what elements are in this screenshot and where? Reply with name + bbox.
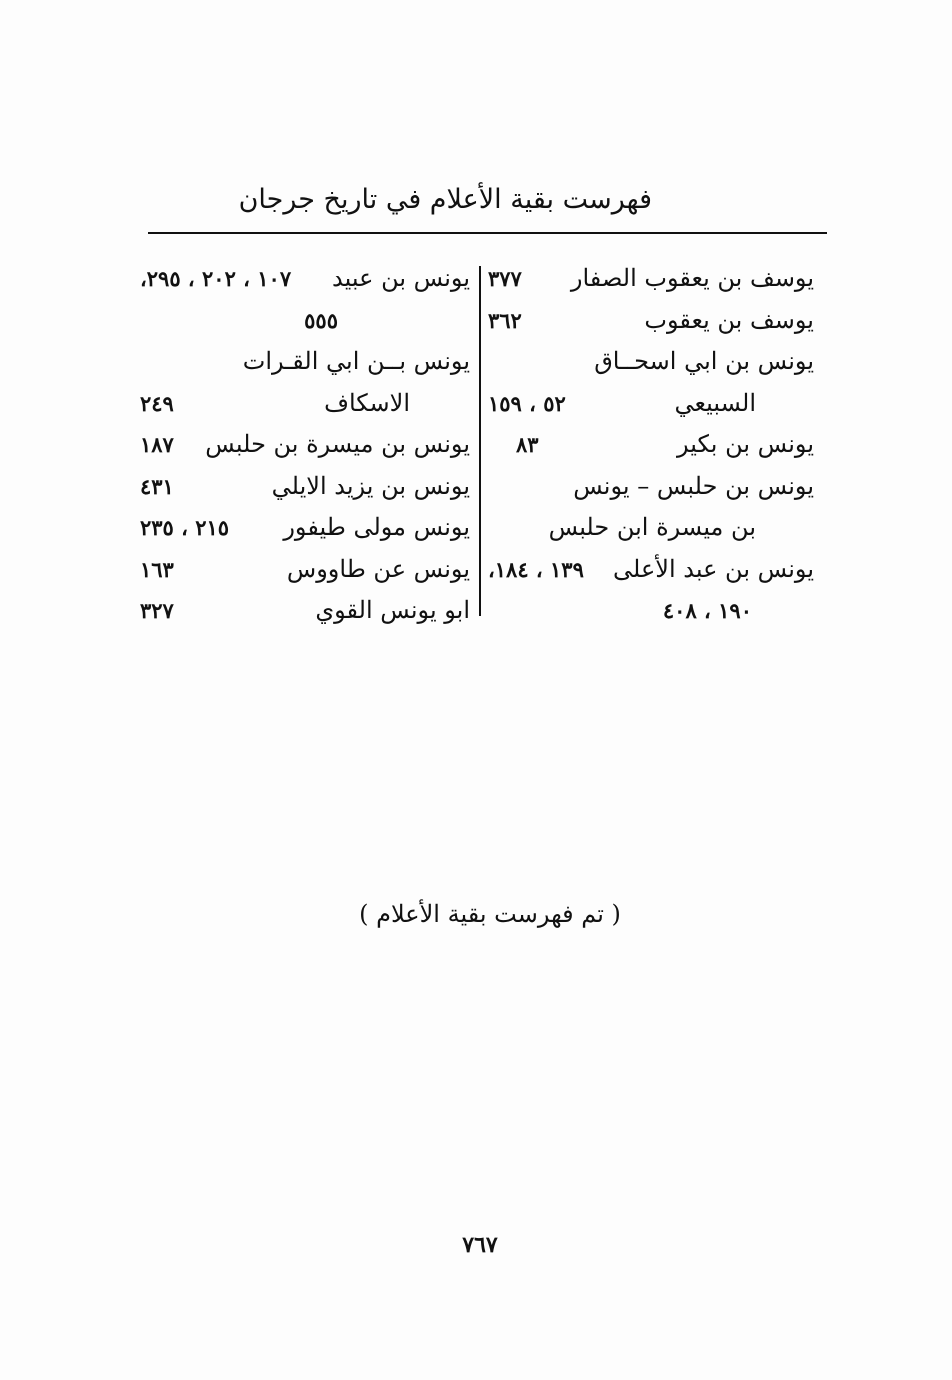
entry-name: يونس عن طاووس (286, 554, 470, 583)
entry-name: بن ميسرة ابن حلبس (548, 513, 756, 541)
entry-name: يونس بن حلبس – يونس (573, 471, 814, 500)
index-entry (488, 300, 814, 342)
index-entry (140, 258, 470, 300)
entry-name: يونس بن بكير (677, 430, 814, 458)
index-entry-continuation (140, 300, 470, 342)
entry-name: السبيعي (674, 388, 756, 417)
entry-pages: ٣٧٧ (488, 266, 522, 291)
index-entry (488, 258, 814, 300)
entry-pages: ٣٦٢ (488, 307, 522, 333)
page-number: ٧٦٧ (462, 1232, 498, 1258)
entry-pages: ٢١٥ ، ٢٣٥ (140, 515, 230, 540)
entry-pages: ١٩٠ ، ٤٠٨ (662, 598, 752, 623)
title-rule (148, 232, 827, 234)
index-entry (488, 341, 814, 383)
entry-name: يونس بن ميسرة بن حلبس (205, 430, 470, 458)
entry-name: يونس بن يزيد الايلي (271, 471, 470, 500)
index-entry (140, 549, 470, 591)
entry-pages: ٥٥٥ (304, 307, 338, 333)
entry-name: يونس بن ابي اسحــاق (594, 347, 814, 375)
entry-pages: ١٣٩ ، ١٨٤، (488, 556, 584, 582)
index-entry (140, 466, 470, 508)
index-entry (488, 424, 814, 466)
entry-pages: ٨٣ (516, 432, 539, 457)
index-entry (140, 507, 470, 549)
index-column-right (488, 258, 814, 632)
entry-pages: ٤٣١ (140, 473, 174, 499)
index-entry-continuation (140, 383, 470, 425)
column-divider (479, 266, 481, 616)
index-entry (140, 590, 470, 632)
closing-note: ( تم فهرست بقية الأعلام ) (359, 900, 621, 928)
index-entry-continuation (488, 507, 814, 549)
entry-pages: ٣٢٧ (140, 598, 174, 623)
entry-pages: ١٠٧ ، ٢٠٢ ، ٢٩٥، (140, 266, 292, 291)
index-entry (140, 424, 470, 466)
entry-name: يونس بــن ابي القـرات (242, 347, 470, 375)
entry-name: ابو يونس القوي (315, 596, 470, 624)
entry-pages: ١٨٧ (140, 432, 174, 457)
running-title: فهرست بقية الأعلام في تاريخ جرجان (238, 184, 652, 215)
entry-name: يونس مولى طيفور (283, 513, 470, 541)
entry-pages: ٢٤٩ (140, 390, 174, 416)
entry-name: يونس بن عبيد (332, 264, 470, 292)
index-entry (140, 341, 470, 383)
entry-pages: ١٦٣ (140, 556, 174, 582)
index-entry-continuation (488, 383, 814, 425)
entry-name: يوسف بن يعقوب الصفار (570, 264, 814, 292)
index-entry-continuation (488, 590, 814, 632)
index-entry (488, 466, 814, 508)
entry-name: يونس بن عبد الأعلى (613, 554, 814, 583)
entry-pages: ٥٢ ، ١٥٩ (488, 390, 566, 416)
index-entry (488, 549, 814, 591)
index-column-left (140, 258, 470, 632)
entry-name: الاسكاف (324, 388, 410, 417)
entry-name: يوسف بن يعقوب (644, 305, 814, 334)
